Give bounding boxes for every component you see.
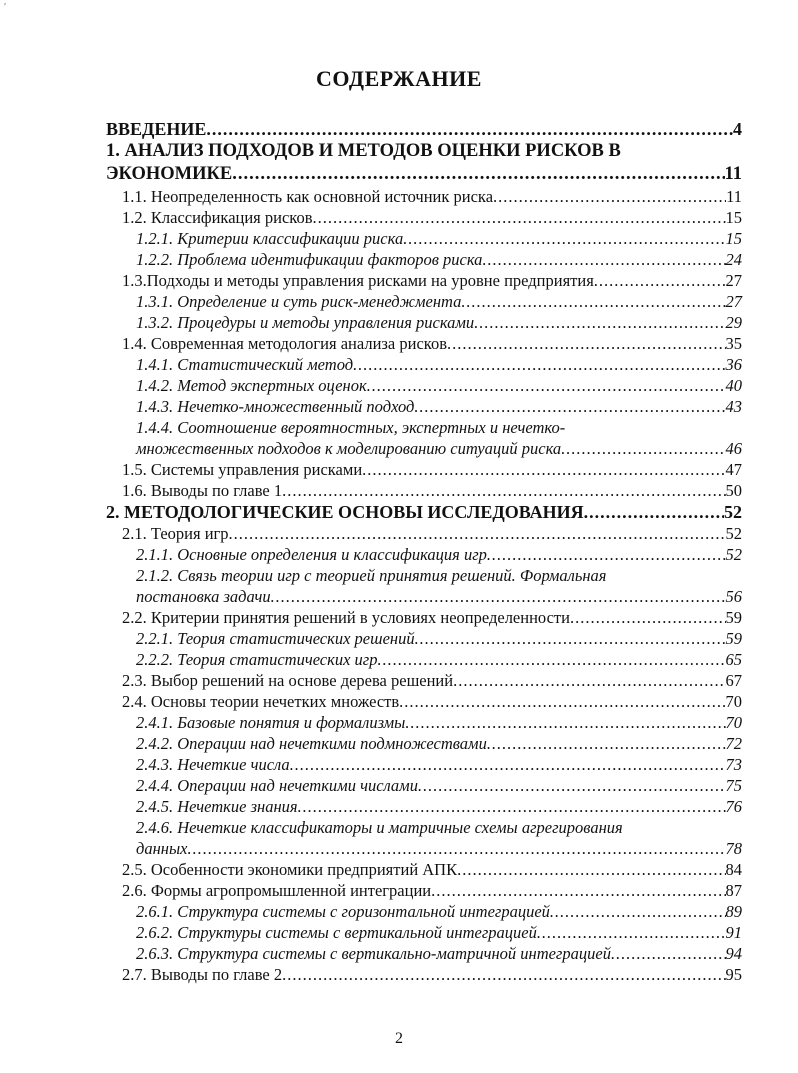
toc-page-number: 52 bbox=[724, 502, 742, 522]
toc-entry-text: 1.5. Системы управления рисками bbox=[122, 460, 363, 479]
toc-entry-text: 1.2.1. Критерии классификации риска bbox=[136, 229, 404, 248]
toc-page-number: 59 bbox=[725, 608, 742, 627]
scan-corner-mark: ′ bbox=[4, 2, 7, 13]
dot-leader bbox=[537, 922, 726, 943]
toc-page-number: 94 bbox=[725, 944, 742, 963]
toc-entry-text: 2.4.4. Операции над нечеткими числами bbox=[136, 776, 418, 795]
dot-leader bbox=[290, 754, 726, 775]
toc-entry-1-4-3[interactable] bbox=[106, 396, 742, 417]
dot-leader bbox=[611, 943, 726, 964]
toc-entry-text-line1: 1.4.4. Соотношение вероятностных, экспертных и нечетко- bbox=[136, 418, 566, 437]
toc-entry-text: 1.4.3. Нечетко-множественный подход bbox=[136, 397, 415, 416]
toc-entry-1-4-2[interactable] bbox=[106, 375, 742, 396]
toc-entry-text: 1.4.1. Статистический метод bbox=[136, 355, 354, 374]
toc-entry-text-line2: постановка задачи bbox=[136, 587, 271, 606]
toc-entry-text: 2.4.3. Нечеткие числа bbox=[136, 755, 290, 774]
toc-page-number: 15 bbox=[725, 229, 742, 248]
toc-entry-text-line1: 2.1.2. Связь теории игр с теорией принятия решений. Формальная bbox=[136, 566, 607, 585]
toc-page-number: 35 bbox=[725, 334, 742, 353]
toc-entry-introduction[interactable] bbox=[106, 118, 742, 140]
dot-leader bbox=[414, 396, 725, 417]
toc-entry-text: 1.3.Подходы и методы управления рисками на уровне предприятия bbox=[122, 271, 594, 290]
dot-leader bbox=[453, 670, 725, 691]
toc-entry-1-4-1[interactable] bbox=[106, 354, 742, 375]
toc-entry-chapter-2[interactable] bbox=[106, 501, 742, 523]
toc-entry-1-2[interactable] bbox=[106, 207, 742, 228]
toc-page-number: 76 bbox=[725, 797, 742, 816]
dot-leader bbox=[282, 480, 725, 501]
toc-entry-2-4[interactable] bbox=[106, 691, 742, 712]
toc-entry-text: 1.4.2. Метод экспертных оценок bbox=[136, 376, 367, 395]
toc-page-number: 84 bbox=[725, 860, 742, 879]
toc-page-number: 52 bbox=[725, 545, 742, 564]
toc-entry-text: 1.2. Классификация рисков bbox=[122, 208, 313, 227]
toc-page-number: 15 bbox=[725, 208, 742, 227]
toc-entry-text: 2.6. Формы агропромышленной интеграции bbox=[122, 881, 432, 900]
dot-leader bbox=[313, 207, 726, 228]
toc-entry-2-1-1[interactable] bbox=[106, 544, 742, 565]
dot-leader bbox=[487, 544, 726, 565]
page-number: 2 bbox=[395, 1030, 403, 1047]
toc-entry-text: 2.2.2. Теория статистических игр bbox=[136, 650, 378, 669]
toc-entry-2-2[interactable] bbox=[106, 607, 742, 628]
toc-entry-2-4-5[interactable] bbox=[106, 796, 742, 817]
toc-page-number: 78 bbox=[725, 839, 742, 858]
toc-page-number: 11 bbox=[726, 187, 742, 206]
toc-entry-text: 2.7. Выводы по главе 2 bbox=[122, 965, 283, 984]
toc-page-number: 70 bbox=[725, 713, 742, 732]
toc-entry-text: 2.6.1. Структура системы с горизонтальной интеграцией bbox=[136, 902, 550, 921]
toc-entry-1-3[interactable] bbox=[106, 270, 742, 291]
dot-leader bbox=[403, 228, 725, 249]
dot-leader bbox=[550, 901, 726, 922]
toc-page-number: 72 bbox=[725, 734, 742, 753]
toc-entry-text: 1.3.2. Процедуры и методы управления рисками bbox=[136, 313, 475, 332]
toc-entry-2-5[interactable] bbox=[106, 859, 742, 880]
dot-leader bbox=[271, 586, 726, 607]
toc-entry-text: 2.1. Теория игр bbox=[122, 524, 229, 543]
toc-entry-1-3-1[interactable] bbox=[106, 291, 742, 312]
toc-page-number: 52 bbox=[725, 524, 742, 543]
toc-page-number: 89 bbox=[725, 902, 742, 921]
toc-entry-text: 2.6.2. Структуры системы с вертикальной интеграцией bbox=[136, 923, 537, 942]
toc-page-number: 91 bbox=[725, 923, 742, 942]
toc-page-number: 11 bbox=[724, 164, 742, 184]
toc-entry-text: 1.1. Неопределенность как основной источник риска bbox=[122, 187, 494, 206]
toc-entry-2-6-1[interactable] bbox=[106, 901, 742, 922]
dot-leader bbox=[377, 649, 725, 670]
toc-entry-text: 2. МЕТОДОЛОГИЧЕСКИЕ ОСНОВЫ ИССЛЕДОВАНИЯ bbox=[106, 502, 584, 522]
dot-leader bbox=[561, 438, 725, 459]
toc-entry-1-6[interactable] bbox=[106, 480, 742, 501]
toc-entry-text: 2.2. Критерии принятия решений в условиях неопределенности bbox=[122, 608, 570, 627]
toc-entry-2-2-1[interactable] bbox=[106, 628, 742, 649]
toc-entry-2-4-2[interactable] bbox=[106, 733, 742, 754]
dot-leader bbox=[232, 163, 724, 186]
toc-page-number: 56 bbox=[725, 587, 742, 606]
toc-page-number: 24 bbox=[725, 250, 742, 269]
page-title: СОДЕРЖАНИЕ bbox=[316, 66, 482, 91]
toc-page-number: 27 bbox=[725, 271, 742, 290]
toc-page-number: 29 bbox=[725, 313, 742, 332]
dot-leader bbox=[399, 691, 725, 712]
dot-leader bbox=[206, 118, 733, 140]
toc-page-number: 47 bbox=[725, 460, 742, 479]
toc-entry-2-1[interactable] bbox=[106, 523, 742, 544]
dot-leader bbox=[474, 312, 725, 333]
dot-leader bbox=[362, 459, 725, 480]
toc-page-number: 36 bbox=[725, 355, 742, 374]
toc-entry-2-4-1[interactable] bbox=[106, 712, 742, 733]
toc-entry-text: ВВЕДЕНИЕ bbox=[106, 119, 207, 139]
dot-leader bbox=[461, 291, 725, 312]
dot-leader bbox=[298, 796, 726, 817]
toc-entry-text: 2.5. Особенности экономики предприятий АПК bbox=[122, 860, 458, 879]
dot-leader bbox=[367, 375, 726, 396]
toc-entry-text: 1.2.2. Проблема идентификации факторов риска bbox=[136, 250, 483, 269]
toc-entry-text: 1.3.1. Определение и суть риск-менеджмента bbox=[136, 292, 462, 311]
toc-entry-2-4-3[interactable] bbox=[106, 754, 742, 775]
toc-entry-2-6-2[interactable] bbox=[106, 922, 742, 943]
toc-page-number: 50 bbox=[725, 481, 742, 500]
toc-entry-text: 2.2.1. Теория статистических решений bbox=[136, 629, 415, 648]
dot-leader bbox=[282, 964, 725, 985]
toc-page-number: 70 bbox=[725, 692, 742, 711]
dot-leader bbox=[418, 775, 726, 796]
toc-entry-1-5[interactable] bbox=[106, 459, 742, 480]
toc-page-number: 46 bbox=[725, 439, 742, 458]
toc-entry-2-2-2[interactable] bbox=[106, 649, 742, 670]
toc-page-number: 65 bbox=[725, 650, 742, 669]
toc-page-number: 4 bbox=[733, 119, 742, 139]
table-of-contents bbox=[106, 118, 742, 985]
toc-entry-2-4-6[interactable] bbox=[106, 817, 742, 859]
toc-entry-2-3[interactable] bbox=[106, 670, 742, 691]
toc-entry-2-6-3[interactable] bbox=[106, 943, 742, 964]
toc-entry-text: 2.6.3. Структура системы с вертикально-матричной интеграцией bbox=[136, 944, 611, 963]
dot-leader bbox=[594, 270, 726, 291]
dot-leader bbox=[447, 333, 726, 354]
toc-entry-text-line1: 1. АНАЛИЗ ПОДХОДОВ И МЕТОДОВ ОЦЕНКИ РИСКОВ В bbox=[106, 141, 621, 161]
toc-entry-text: 2.4. Основы теории нечетких множеств bbox=[122, 692, 400, 711]
dot-leader bbox=[353, 354, 725, 375]
toc-entry-1-3-2[interactable] bbox=[106, 312, 742, 333]
dot-leader bbox=[493, 186, 726, 207]
toc-entry-1-4[interactable] bbox=[106, 333, 742, 354]
toc-page-number: 75 bbox=[725, 776, 742, 795]
toc-entry-text-line2: множественных подходов к моделированию ситуаций риска bbox=[136, 439, 562, 458]
toc-entry-text-line1: 2.4.6. Нечеткие классификаторы и матричные схемы агрегирования bbox=[136, 818, 623, 837]
toc-entry-text: 2.4.1. Базовые понятия и формализмы bbox=[136, 713, 406, 732]
toc-entry-2-1-2[interactable] bbox=[106, 565, 742, 607]
toc-entry-text: 2.4.5. Нечеткие знания bbox=[136, 797, 298, 816]
toc-entry-1-1[interactable] bbox=[106, 186, 742, 207]
dot-leader bbox=[415, 628, 726, 649]
dot-leader bbox=[405, 712, 725, 733]
toc-entry-1-2-1[interactable] bbox=[106, 228, 742, 249]
toc-entry-text: 2.1.1. Основные определения и классификация игр bbox=[136, 545, 487, 564]
toc-page-number: 73 bbox=[725, 755, 742, 774]
toc-entry-1-4-4[interactable] bbox=[106, 417, 742, 459]
toc-entry-2-7[interactable] bbox=[106, 964, 742, 985]
toc-page-number: 87 bbox=[725, 881, 742, 900]
toc-entry-chapter-1[interactable] bbox=[106, 140, 742, 186]
dot-leader bbox=[487, 733, 726, 754]
toc-entry-text-line2: данных bbox=[136, 839, 188, 858]
toc-page-number: 40 bbox=[725, 376, 742, 395]
toc-page-number: 95 bbox=[725, 965, 742, 984]
dot-leader bbox=[187, 838, 725, 859]
toc-entry-2-6[interactable] bbox=[106, 880, 742, 901]
toc-page-number: 43 bbox=[725, 397, 742, 416]
toc-page-number: 27 bbox=[725, 292, 742, 311]
toc-page-number: 59 bbox=[725, 629, 742, 648]
toc-page-number: 67 bbox=[725, 671, 742, 690]
toc-entry-text: 2.3. Выбор решений на основе дерева решений bbox=[122, 671, 454, 690]
dot-leader bbox=[457, 859, 725, 880]
toc-entry-1-2-2[interactable] bbox=[106, 249, 742, 270]
toc-entry-2-4-4[interactable] bbox=[106, 775, 742, 796]
toc-entry-text: 1.6. Выводы по главе 1 bbox=[122, 481, 283, 500]
toc-entry-text: 1.4. Современная методология анализа рисков bbox=[122, 334, 447, 353]
dot-leader bbox=[229, 523, 726, 544]
dot-leader bbox=[570, 607, 726, 628]
toc-entry-text: 2.4.2. Операции над нечеткими подмножествами bbox=[136, 734, 487, 753]
dot-leader bbox=[482, 249, 725, 270]
dot-leader bbox=[584, 501, 724, 523]
toc-entry-text-line2: ЭКОНОМИКЕ bbox=[106, 164, 233, 184]
dot-leader bbox=[431, 880, 725, 901]
